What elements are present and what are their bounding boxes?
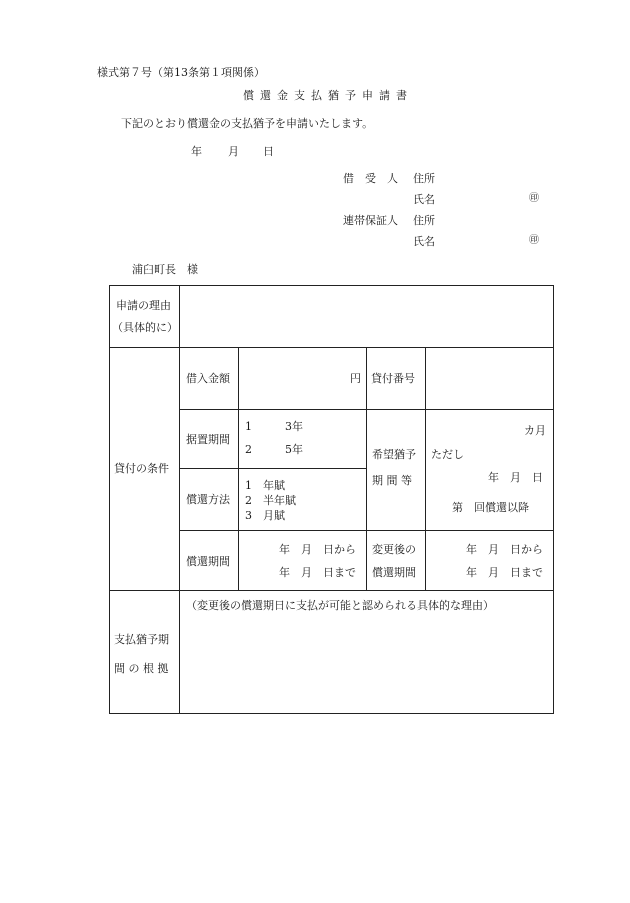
repayment-method-option-3: 3 月賦 xyxy=(245,509,285,522)
months-unit: カ月 xyxy=(524,424,546,437)
changed-period-from: 年 月 日から xyxy=(466,543,543,556)
however-label: ただし xyxy=(431,448,464,461)
repayment-period-from: 年 月 日から xyxy=(279,543,356,556)
table-row-divider xyxy=(179,409,554,410)
desired-deferment-sublabel: 期 間 等 xyxy=(372,474,412,487)
borrower-seal-mark: ㊞ xyxy=(529,193,539,204)
borrower-address-label: 住所 xyxy=(413,172,435,185)
changed-period-label: 変更後の xyxy=(372,543,416,556)
table-column-divider xyxy=(366,347,367,590)
changed-period-sublabel: 償還期間 xyxy=(372,566,416,579)
table-row-divider xyxy=(109,347,554,348)
from-nth-repayment: 第 回償還以降 xyxy=(452,501,529,514)
table-row-divider xyxy=(179,468,366,469)
grounds-label: 支払猶予期 xyxy=(114,633,169,646)
deferment-option-2: 2 5年 xyxy=(245,443,303,456)
loan-number-label: 貸付番号 xyxy=(371,372,415,385)
table-row-divider xyxy=(109,590,554,591)
repayment-method-option-1: 1 年賦 xyxy=(245,479,285,492)
yen-unit: 円 xyxy=(350,372,361,385)
form-number: 様式第７号（第13条第１項関係） xyxy=(97,66,265,79)
repayment-method-option-2: 2 半年賦 xyxy=(245,494,296,507)
grounds-note: （変更後の償還期日に支払が可能と認められる具体的な理由） xyxy=(186,599,494,612)
conditions-label: 貸付の条件 xyxy=(114,462,169,475)
guarantor-address-label: 住所 xyxy=(413,214,435,227)
table-column-divider xyxy=(425,347,426,590)
repayment-period-to: 年 月 日まで xyxy=(279,566,356,579)
loan-amount-label: 借入金額 xyxy=(186,372,230,385)
borrower-label: 借 受 人 xyxy=(343,172,398,185)
table-row-divider xyxy=(179,530,554,531)
borrower-name-label: 氏名 xyxy=(413,193,435,206)
addressee: 浦臼町長 様 xyxy=(132,263,198,276)
date-year-label: 年 xyxy=(191,145,202,158)
intro-text: 下記のとおり償還金の支払猶予を申請いたします。 xyxy=(121,117,374,130)
repayment-method-label: 償還方法 xyxy=(186,493,230,506)
guarantor-seal-mark: ㊞ xyxy=(529,235,539,246)
deferment-label: 据置期間 xyxy=(186,433,230,446)
deferment-option-1: 1 3年 xyxy=(245,420,303,433)
reason-label: 申請の理由 xyxy=(116,299,171,312)
grounds-sublabel: 間 の 根 拠 xyxy=(114,662,169,675)
date-month-label: 月 xyxy=(228,145,239,158)
form-title: 償還金支払猶予申請書 xyxy=(243,89,413,102)
guarantor-label: 連帯保証人 xyxy=(343,214,398,227)
date-day-label: 日 xyxy=(263,145,274,158)
reason-sublabel: （具体的に） xyxy=(112,321,178,334)
repayment-period-label: 償還期間 xyxy=(186,555,230,568)
application-table xyxy=(109,285,554,714)
desired-deferment-label: 希望猶予 xyxy=(372,448,416,461)
changed-period-to: 年 月 日まで xyxy=(466,566,543,579)
table-label-column-divider xyxy=(179,285,180,714)
guarantor-name-label: 氏名 xyxy=(413,235,435,248)
desired-date: 年 月 日 xyxy=(488,471,543,484)
